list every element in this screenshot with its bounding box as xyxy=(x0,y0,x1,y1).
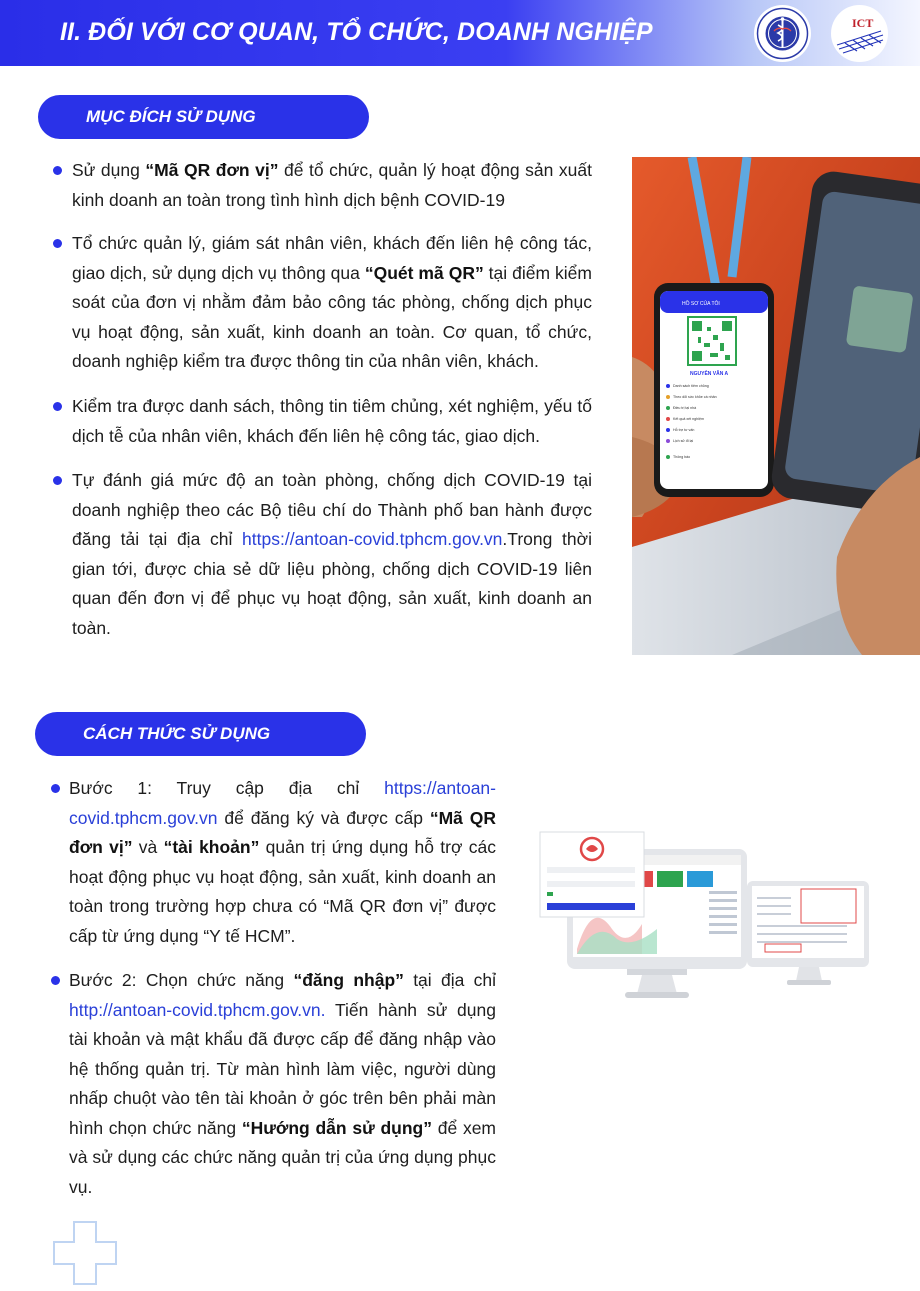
purpose-heading: MỤC ĐÍCH SỬ DỤNG xyxy=(38,95,369,139)
phone-qr-photo xyxy=(632,157,920,655)
medical-cross-icon xyxy=(52,1220,118,1286)
bullet-dot xyxy=(53,166,62,175)
purpose-bullet-1: Sử dụng “Mã QR đơn vị” để tổ chức, quản lý hoạt động sản xuất kinh doanh an toàn trong tình hình dịch bệnh COVID-19 xyxy=(72,156,592,215)
antoan-covid-link[interactable]: https://antoan-covid.tphcm.gov.vn xyxy=(242,529,503,549)
bullet-dot xyxy=(53,239,62,248)
svg-text:Điều trị tại nhà: Điều trị tại nhà xyxy=(673,406,697,410)
svg-text:Kết quả xét nghiệm: Kết quả xét nghiệm xyxy=(673,417,704,421)
ict-logo-text: ICT xyxy=(852,16,874,30)
phone-screen-title: HỒ SƠ CỦA TÔI xyxy=(682,301,720,307)
health-department-logo xyxy=(754,5,811,62)
svg-text:Danh sách tiêm chủng: Danh sách tiêm chủng xyxy=(673,384,709,388)
bullet-dot xyxy=(51,976,60,985)
purpose-bullet-3: Kiểm tra được danh sách, thông tin tiêm chủng, xét nghiệm, yếu tố dịch tễ của nhân viên, khách đến liên hệ công tác, giao dịch. xyxy=(72,392,592,451)
purpose-bullet-4: Tự đánh giá mức độ an toàn phòng, chống dịch COVID-19 tại doanh nghiệp theo các Bộ tiêu chí do Thành phố ban hành được đăng tải tại địa chỉ https://antoan-covid.tphcm.gov.vn.Trong thời gian tới, được chia sẻ dữ liệu phòng, chống dịch COVID-19 liên quan đến đơn vị để phục vụ hoạt động, sản xuất, kinh doanh an toàn. xyxy=(72,466,592,643)
svg-text:Hỗ trợ tư vấn: Hỗ trợ tư vấn xyxy=(673,428,695,432)
bullet-dot xyxy=(53,476,62,485)
page-title: II. ĐỐI VỚI CƠ QUAN, TỔ CHỨC, DOANH NGHIỆP xyxy=(60,18,653,46)
purpose-bullet-2: Tổ chức quản lý, giám sát nhân viên, khách đến liên hệ công tác, giao dịch, sử dụng dịch vụ thông qua “Quét mã QR” tại điểm kiểm soát của đơn vị nhằm đảm bảo công tác phòng, chống dịch phục vụ hoạt động, sản xuất, kinh doanh an toàn. Cơ quan, tổ chức, doanh nghiệp kiểm tra được thông tin của nhân viên, khách. xyxy=(72,229,592,377)
usage-heading: CÁCH THỨC SỬ DỤNG xyxy=(35,712,366,756)
admin-dashboard-illustration xyxy=(537,829,870,1019)
login-link[interactable]: http://antoan-covid.tphcm.gov.vn. xyxy=(69,999,326,1020)
page-header xyxy=(0,0,920,66)
usage-step-1: Bước 1: Truy cập địa chỉ https://antoan-covid.tphcm.gov.vn để đăng ký và được cấp “Mã QR đơn vị” và “tài khoản” quản trị ứng dụng hỗ trợ các hoạt động phục vụ hoạt động, sản xuất, kinh doanh an toàn trong trường hợp chưa có “Mã QR đơn vị” được cấp từ ứng dụng “Y tế HCM”. xyxy=(69,774,496,951)
bullet-dot xyxy=(53,402,62,411)
phone-screen-name: NGUYỄN VĂN A xyxy=(690,371,729,377)
register-link[interactable]: https://antoan-covid.tphcm.gov.vn xyxy=(69,778,496,828)
bullet-dot xyxy=(51,784,60,793)
svg-text:Lịch sử đi lại: Lịch sử đi lại xyxy=(673,439,694,443)
ict-logo xyxy=(831,5,888,62)
usage-step-2: Bước 2: Chọn chức năng “đăng nhập” tại địa chỉ http://antoan-covid.tphcm.gov.vn. Tiến hành sử dụng tài khoản và mật khẩu đã được cấp để đăng nhập vào hệ thống quản trị. Từ màn hình làm việc, người dùng nhấp chuột vào tên tài khoản ở góc trên bên phải màn hình chọn chức năng “Hướng dẫn sử dụng” để xem và sử dụng các chức năng quản trị của ứng dụng phục vụ. xyxy=(69,966,496,1202)
svg-text:Theo dõi sức khỏe cá nhân: Theo dõi sức khỏe cá nhân xyxy=(673,395,717,399)
svg-text:Thông báo: Thông báo xyxy=(673,455,691,459)
